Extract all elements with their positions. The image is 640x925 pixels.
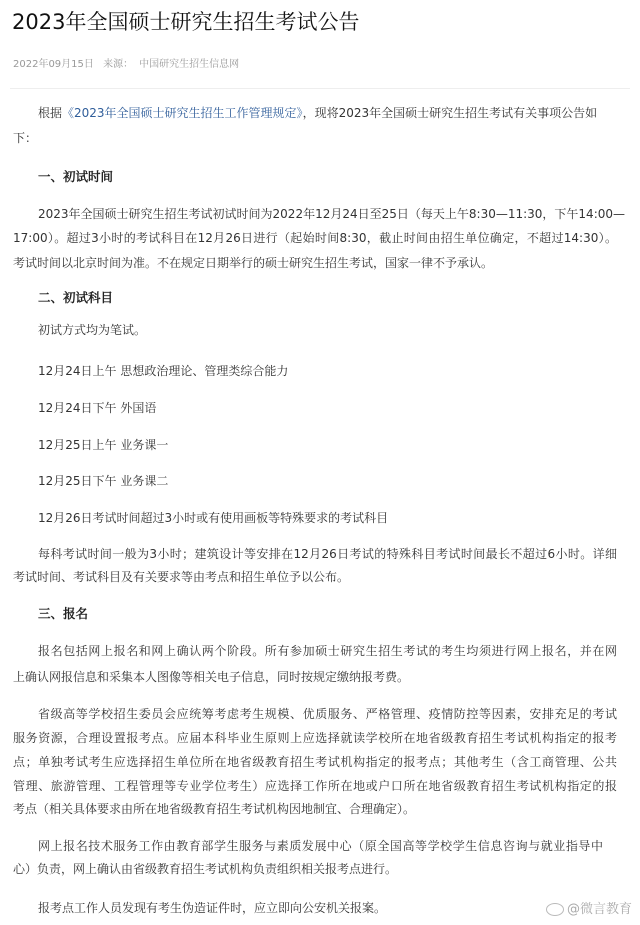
watermark-text: @微言教育 — [566, 902, 632, 917]
article-meta — [13, 55, 245, 70]
s3-p4: 报考点工作人员发现有考生伪造证件时，应立即向公安机关报案。 — [38, 901, 387, 915]
exam-mode: 初试方式均为笔试。 — [38, 323, 147, 337]
section-heading-3: 三、报名 — [38, 606, 89, 621]
section-heading-2: 二、初试科目 — [38, 290, 114, 305]
s3-p2-line: 点；单独考试考生应选择招生单位所在地省级教育招生考试机构指定的报考点；其他考生（含工商管理、公共 — [13, 755, 617, 769]
schedule-item: 12月24日上午 思想政治理论、管理类综合能力 — [38, 364, 289, 378]
schedule-item: 12月26日考试时间超过3小时或有使用画板等特殊要求的考试科目 — [38, 511, 389, 525]
schedule-item: 12月24日下午 外国语 — [38, 401, 157, 415]
s2-note-line: 每科考试时间一般为3小时；建筑设计等安排在12月26日考试的特殊科目考试时间最长不超过6小时。详细 — [38, 547, 617, 561]
source-label: 来源： — [103, 59, 134, 70]
regulation-link[interactable]: 《2023年全国硕士研究生招生工作管理规定》 — [62, 106, 303, 120]
s2-note-line: 考试时间、考试科目及有关要求等由考点和招生单位予以公布。 — [13, 570, 350, 584]
s3-p2-line: 管理、旅游管理、工程管理等专业学位考生）应选择工作所在地或户口所在地省级教育招生考试机构指定的报 — [13, 779, 617, 793]
s1-line: 17:00）。超过3小时的考试科目在12月26日进行（起始时间8:30，截止时间由招生单位确定，不超过14:30）。 — [13, 231, 617, 245]
intro-suffix: ，现将2023年全国硕士研究生招生考试有关事项公告如 — [302, 106, 598, 120]
s3-p1-line: 上确认网报信息和采集本人图像等相关电子信息，同时按规定缴纳报考费。 — [13, 670, 410, 684]
watermark — [546, 898, 632, 917]
schedule-item: 12月25日上午 业务课一 — [38, 438, 169, 452]
s3-p1-line: 报名包括网上报名和网上确认两个阶段。所有参加硕士研究生招生考试的考生均须进行网上报名，并在网 — [38, 644, 617, 658]
page-title: 2023年全国硕士研究生招生考试公告 — [12, 10, 360, 34]
schedule-item: 12月25日下午 业务课二 — [38, 474, 169, 488]
s3-p2-line: 考点（相关具体要求由所在地省级教育招生考试机构因地制宜、合理确定）。 — [13, 802, 416, 816]
s3-p3-line: 网上报名技术服务工作由教育部学生服务与素质发展中心（原全国高等学校学生信息咨询与就业指导中 — [38, 839, 603, 853]
s3-p2-line: 服务资源，合理设置报考点。应届本科毕业生原则上应选择就读学校所在地省级教育招生考试机构指定的报考 — [13, 731, 617, 745]
s1-line: 考试时间以北京时间为准。不在规定日期举行的硕士研究生招生考试，国家一律不予承认。 — [13, 256, 494, 270]
intro-line2: 下： — [13, 131, 38, 145]
intro-prefix: 根据 — [38, 106, 63, 120]
divider — [10, 88, 630, 89]
s3-p3-line: 心）负责，网上确认由省级教育招生考试机构负责组织相关报考点进行。 — [13, 862, 398, 876]
s3-p2-line: 省级高等学校招生委员会应统筹考虑考生规模、优质服务、严格管理、疫情防控等因素，安排充足的考试 — [38, 707, 617, 721]
publish-date: 2022年09月15日 — [13, 59, 94, 70]
s1-line: 2023年全国硕士研究生招生考试初试时间为2022年12月24日至25日（每天上午8:30—11:30，下午14:00— — [38, 207, 626, 221]
weibo-icon — [546, 903, 564, 916]
source-name: 中国研究生招生信息网 — [139, 59, 240, 70]
section-heading-1: 一、初试时间 — [38, 169, 114, 184]
intro-paragraph — [38, 105, 617, 121]
